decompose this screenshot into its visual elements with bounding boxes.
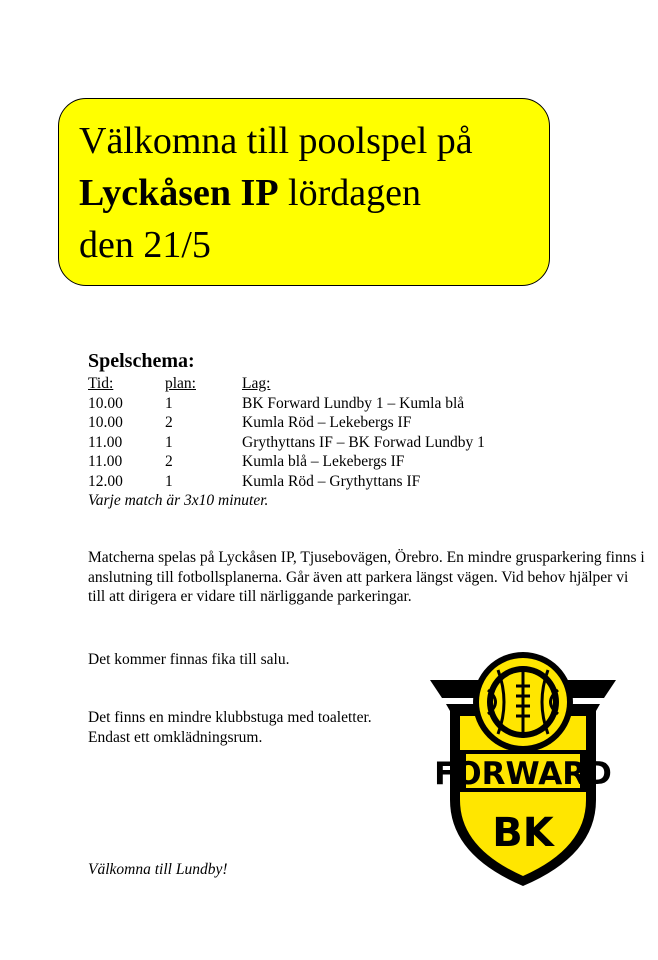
- row-plan: 2: [165, 453, 173, 470]
- row-time: 10.00: [88, 414, 123, 431]
- row-plan: 1: [165, 472, 173, 490]
- row-time: 11.00: [88, 453, 123, 470]
- row-plan: 2: [165, 414, 173, 431]
- banner-text: [79, 115, 539, 271]
- clubhouse-paragraph: [88, 708, 418, 747]
- row-time: 10.00: [88, 394, 123, 412]
- row-plan: 1: [165, 394, 173, 412]
- fika-paragraph: Det kommer finnas fika till salu.: [88, 651, 290, 668]
- schedule-row: [88, 394, 608, 414]
- location-paragraph: Matcherna spelas på Lyckåsen IP, Tjusebovägen, Örebro. En mindre grusparkering finns i anslutning till fotbollsplanerna. Går även att parkera längst vägen. Vid behov hjälper vi till att dirigera er vidare till närliggande parkeringar.: [88, 549, 645, 605]
- welcome-text: Välkomna till Lundby!: [88, 861, 228, 878]
- banner-line-3: den 21/5: [79, 224, 211, 266]
- schedule-header-row: [88, 374, 608, 394]
- banner-line-1: Välkomna till poolspel på: [79, 120, 473, 162]
- match-length-note: Varje match är 3x10 minuter.: [88, 492, 269, 509]
- schedule-row: [88, 452, 608, 472]
- schedule-title: Spelschema:: [88, 350, 195, 372]
- header-plan: plan:: [165, 375, 196, 392]
- logo-word-bk: BK: [492, 810, 554, 856]
- schedule-row: [88, 413, 608, 433]
- venue-name: Lyckåsen IP: [79, 172, 279, 214]
- clubhouse-line-1: Det finns en mindre klubbstuga med toaletter.: [88, 709, 372, 726]
- schedule-row: [88, 472, 608, 492]
- row-match: Kumla Röd – Lekebergs IF: [242, 414, 412, 431]
- bk-forward-logo: [428, 650, 618, 890]
- row-match: BK Forward Lundby 1 – Kumla blå: [242, 394, 465, 412]
- row-time: 12.00: [88, 472, 123, 490]
- banner-line-2-rest: lördagen: [278, 172, 421, 214]
- row-match: Grythyttans IF – BK Forwad Lundby 1: [242, 433, 485, 451]
- row-time: 11.00: [88, 433, 123, 451]
- row-plan: 1: [165, 433, 173, 451]
- banner-line-2: [79, 167, 539, 219]
- header-team: Lag:: [242, 375, 271, 392]
- row-match: Kumla Röd – Grythyttans IF: [242, 472, 421, 490]
- header-time: Tid:: [88, 375, 114, 392]
- logo-word-forward: FORWARD: [434, 756, 612, 792]
- clubhouse-line-2: Endast ett omklädningsrum.: [88, 728, 263, 746]
- schedule: [88, 350, 608, 510]
- row-match: Kumla blå – Lekebergs IF: [242, 453, 405, 470]
- schedule-row: [88, 433, 608, 453]
- welcome-banner: [58, 98, 550, 286]
